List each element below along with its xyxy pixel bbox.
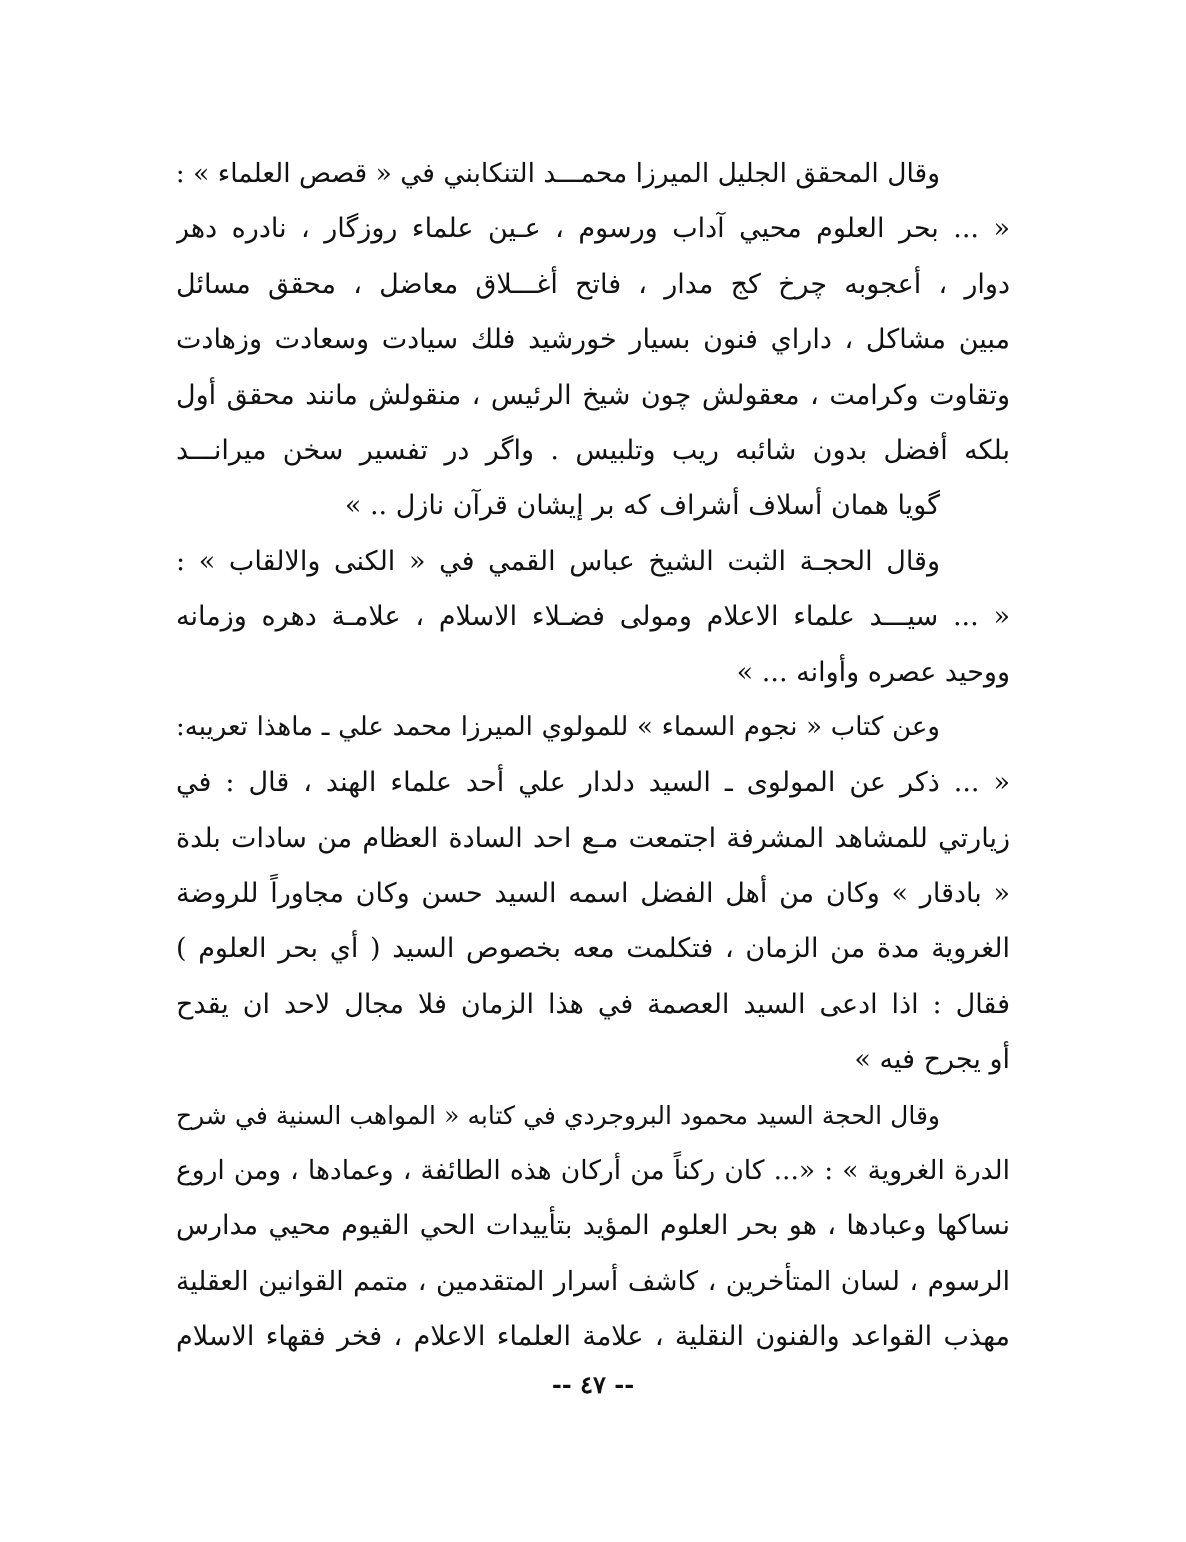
- text-line: وتقاوت وكرامت ، معقولش چون شيخ الرئيس ، منقولش مانند محقق أول: [176, 379, 1010, 411]
- text-line: نساكها وعبادها ، هو بحر العلوم المؤيد بتأييدات الحي القيوم محيي مدارس: [176, 1210, 1010, 1242]
- text-line: بلكه أفضل بدون شائبه ريب وتلبيس . واگر در تفسير سخن ميرانـــد: [176, 434, 1010, 466]
- page-number: -- ٤٧ --: [551, 1370, 635, 1399]
- text-line: « ... ذكر عن المولوى ـ السيد دلدار علي أحد علماء الهند ، قال : في: [176, 767, 1010, 799]
- text-line: فقال : اذا ادعى السيد العصمة في هذا الزمان فلا مجال لاحد ان يقدح: [176, 988, 1010, 1020]
- text-line: ووحيد عصره وأوانه ... »: [736, 656, 1010, 688]
- text-line: الغروية مدة من الزمان ، فتكلمت معه بخصوص السيد ( أي بحر العلوم ): [176, 933, 1010, 965]
- text-line: زيارتي للمشاهد المشرفة اجتمعت مـع احد السادة العظام من سادات بلدة: [176, 822, 1010, 854]
- text-line: گويا همان أسلاف أشراف كه بر إيشان قرآن نازل .. »: [344, 490, 940, 522]
- text-line: الدرة الغروية » : «... كان ركناً من أركان هذه الطائفة ، وعمادها ، ومن اروع: [176, 1155, 1010, 1187]
- text-line: الرسوم ، لسان المتأخرين ، كاشف أسرار المتقدمين ، متمم القوانين العقلية: [176, 1265, 1010, 1297]
- text-line: مبين مشاكل ، داراي فنون بسيار خورشيد فلك سيادت وسعادت وزهادت: [176, 324, 1010, 356]
- text-line: « ... سيـــد علماء الاعلام ومولى فضـلاء الاسلام ، علامـة دهره وزمانه: [176, 601, 1010, 633]
- body-text: [176, 146, 1010, 1365]
- text-line: « بادقار » وكان من أهل الفضل اسمه السيد حسن وكان مجاوراً للروضة: [176, 878, 1010, 910]
- text-line: وقال الحجـة الثبت الشيخ عباس القمي في « الكنى والالقاب » :: [176, 545, 940, 577]
- text-line: دوار ، أعجوبه چرخ كج مدار ، فاتح أغـــلاق معاضل ، محقق مسائل: [176, 268, 1010, 300]
- text-line: « ... بحر العلوم محيي آداب ورسوم ، عـين علماء روزگار ، نادره دهر: [176, 213, 1010, 245]
- text-line: مهذب القواعد والفنون النقلية ، علامة العلماء الاعلام ، فخر فقهاء الاسلام: [176, 1321, 1010, 1353]
- text-line: وعن كتاب « نجوم السماء » للمولوي الميرزا محمد علي ـ ماهذا تعريبه:: [176, 711, 940, 742]
- text-line: وقال الحجة السيد محمود البروجردي في كتابه « المواهب السنية في شرح: [176, 1100, 940, 1130]
- text-line: أو يجرح فيه »: [854, 1044, 1010, 1076]
- text-line: وقال المحقق الجليل الميرزا محمـــد التنكابني في « قصص العلماء » :: [176, 158, 940, 189]
